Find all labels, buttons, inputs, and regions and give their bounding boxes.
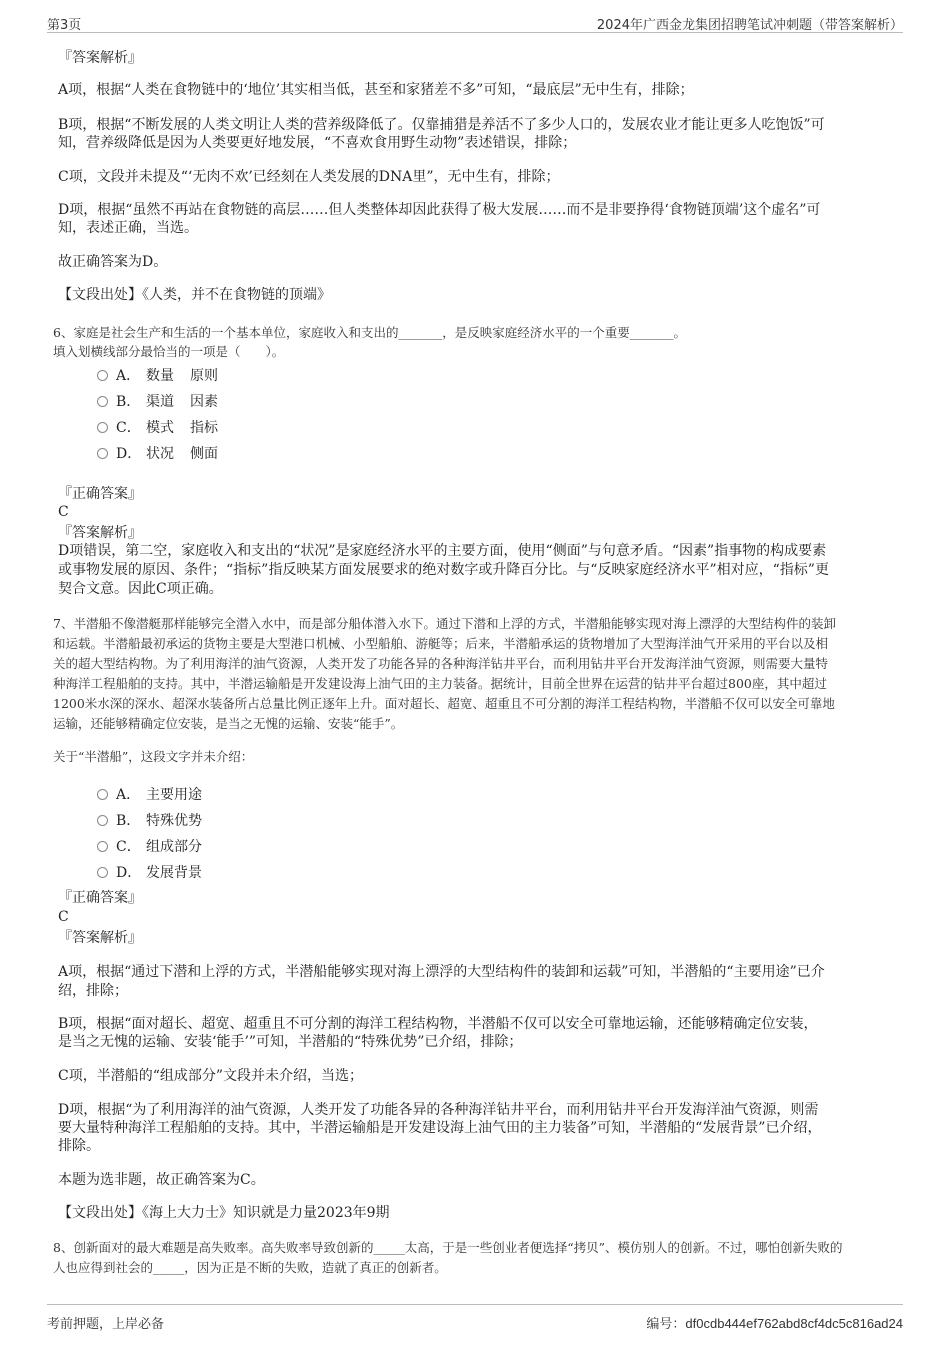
q7-analysis-b-line2: 是当之无愧的运输、安装‘能手’”可知，半潜船的“特殊优势”已介绍，排除； bbox=[58, 1034, 523, 1050]
q7-passage-line3: 关的超大型结构物。为了利用海洋的油气资源，人类开发了功能各异的各种海洋钻井平台，而利用钻井平台开发海洋油气资源，则需要大量特 bbox=[53, 656, 829, 671]
q6-stem-line2: 填入划横线部分最恰当的一项是（ ）。 bbox=[53, 344, 285, 359]
q7-passage-line1: 7、半潜船不像潜艇那样能够完全潜入水中，而是部分船体潜入水下。通过下潜和上浮的方式，半潜船能够实现对海上漂浮的大型结构件的装卸 bbox=[53, 616, 836, 631]
radio-button-icon[interactable] bbox=[97, 841, 108, 852]
q8-stem-line1: 8、创新面对的最大难题是高失败率。高失败率导致创新的_____太高，于是一些创业者便选择“拷贝”、模仿别人的创新。不过，哪怕创新失败的 bbox=[53, 1240, 843, 1255]
q5-analysis-d-line2: 知，表述正确，当选。 bbox=[58, 220, 198, 236]
q7-option-c[interactable]: C． 组成部分 bbox=[97, 836, 202, 856]
q7-answer-label: 『正确答案』 bbox=[58, 890, 142, 906]
q5-analysis-label: 『答案解析』 bbox=[58, 50, 142, 66]
q6-analysis-label: 『答案解析』 bbox=[58, 525, 142, 541]
q7-passage-line2: 和运载。半潜船最初承运的货物主要是大型港口机械、小型船舶、游艇等；后来，半潜船承运的货物增加了大型海洋油气开采用的平台以及相 bbox=[53, 636, 829, 651]
q5-source: 【文段出处】《人类，并不在食物链的顶端》 bbox=[58, 287, 331, 303]
q7-passage-line4: 种海洋工程船舶的支持。其中，半潜运输船是开发建设海上油气田的主力装备。据统计，目前全世界在运营的钻井平台超过800座，其中超过 bbox=[53, 676, 827, 691]
q7-option-a[interactable]: A． 主要用途 bbox=[97, 784, 202, 804]
q6-stem-line1: 6、家庭是社会生产和生活的一个基本单位，家庭收入和支出的_______，是反映家庭经济水平的一个重要_______。 bbox=[53, 325, 686, 340]
page-number: 第3页 bbox=[47, 18, 82, 33]
q7-passage-line5: 1200米水深的深水、超深水装备所占总量比例正逐年上升。面对超长、超宽、超重且不可分割的海洋工程结构物，半潜船不仅可以安全可靠地 bbox=[53, 696, 835, 711]
document-code: 编号：df0cdb444ef762abd8cf4dc5c816ad24 bbox=[646, 1316, 903, 1332]
q7-analysis-a-line2: 绍，排除； bbox=[58, 983, 128, 999]
q6-option-c[interactable]: C． 模式 指标 bbox=[97, 417, 218, 437]
q7-analysis-a-line1: A项，根据“通过下潜和上浮的方式，半潜船能够实现对海上漂浮的大型结构件的装卸和运载”可知，半潜船的“主要用途”已介 bbox=[58, 964, 825, 980]
radio-button-icon[interactable] bbox=[97, 370, 108, 381]
q7-conclusion: 本题为选非题，故正确答案为C。 bbox=[58, 1172, 265, 1188]
q7-analysis-d-line1: D项，根据“为了利用海洋的油气资源，人类开发了功能各异的各种海洋钻井平台，而利用钻井平台开发海洋油气资源，则需 bbox=[58, 1102, 819, 1118]
q5-conclusion: 故正确答案为D。 bbox=[58, 254, 168, 270]
q5-analysis-b-line1: B项，根据“不断发展的人类文明让人类的营养级降低了。仅靠捕猎是养活不了多少人口的，发展农业才能让更多人吃饱饭”可 bbox=[58, 117, 825, 133]
q7-analysis-b-line1: B项，根据“面对超长、超宽、超重且不可分割的海洋工程结构物，半潜船不仅可以安全可靠地运输，还能够精确定位安装， bbox=[58, 1016, 818, 1032]
q5-analysis-c: C项，文段并未提及“‘无肉不欢’已经刻在人类发展的DNA里”，无中生有，排除； bbox=[58, 169, 560, 185]
q7-source: 【文段出处】《海上大力士》知识就是力量2023年9期 bbox=[58, 1205, 390, 1221]
q7-question: 关于“半潜船”，这段文字并未介绍： bbox=[53, 749, 254, 764]
q7-option-b[interactable]: B． 特殊优势 bbox=[97, 810, 202, 830]
radio-button-icon[interactable] bbox=[97, 815, 108, 826]
q7-answer: C bbox=[58, 909, 69, 925]
radio-button-icon[interactable] bbox=[97, 422, 108, 433]
q7-passage-line6: 运输，还能够精确定位安装，是当之无愧的运输、安装“能手”。 bbox=[53, 716, 404, 731]
radio-button-icon[interactable] bbox=[97, 396, 108, 407]
page-footer bbox=[47, 1304, 903, 1332]
q6-analysis-line2: 或事物发展的原因、条件；“指标”指反映某方面发展要求的绝对数字或升降百分比。与“反映家庭经济水平”相对应，“指标”更 bbox=[58, 562, 829, 578]
radio-button-icon[interactable] bbox=[97, 867, 108, 878]
q6-analysis-line3: 契合文意。因此C项正确。 bbox=[58, 581, 223, 597]
q6-option-d[interactable]: D． 状况 侧面 bbox=[97, 443, 218, 463]
page-header bbox=[47, 12, 903, 33]
q7-analysis-d-line2: 要大量特种海洋工程船舶的支持。其中，半潜运输船是开发建设海上油气田的主力装备”可知，半潜船的“发展背景”已介绍， bbox=[58, 1120, 822, 1136]
q6-answer-label: 『正确答案』 bbox=[58, 486, 142, 502]
footer-slogan: 考前押题，上岸必备 bbox=[47, 1317, 165, 1332]
radio-button-icon[interactable] bbox=[97, 448, 108, 459]
q6-analysis-line1: D项错误，第二空，家庭收入和支出的“状况”是家庭经济水平的主要方面，使用“侧面”与句意矛盾。“因素”指事物的构成要素 bbox=[58, 543, 827, 559]
q5-analysis-d-line1: D项，根据“虽然不再站在食物链的高层……但人类整体却因此获得了极大发展……而不是非要挣得‘食物链顶端’这个虚名”可 bbox=[58, 202, 821, 218]
q7-analysis-c: C项，半潜船的“组成部分”文段并未介绍，当选； bbox=[58, 1068, 364, 1084]
q6-answer: C bbox=[58, 504, 69, 520]
q7-analysis-label: 『答案解析』 bbox=[58, 930, 142, 946]
q6-option-b[interactable]: B． 渠道 因素 bbox=[97, 391, 218, 411]
radio-button-icon[interactable] bbox=[97, 789, 108, 800]
q5-analysis-b-line2: 知，营养级降低是因为人类要更好地发展，“不喜欢食用野生动物”表述错误，排除； bbox=[58, 135, 577, 151]
q6-option-a[interactable]: A． 数量 原则 bbox=[97, 365, 218, 385]
q7-analysis-d-line3: 排除。 bbox=[58, 1138, 100, 1154]
q5-analysis-a: A项，根据“人类在食物链中的‘地位’其实相当低，甚至和家猪差不多”可知，“最底层”无中生有，排除； bbox=[58, 82, 694, 98]
document-title: 2024年广西金龙集团招聘笔试冲刺题（带答案解析） bbox=[596, 18, 903, 33]
q7-option-d[interactable]: D． 发展背景 bbox=[97, 862, 202, 882]
q8-stem-line2: 人也应得到社会的_____，因为正是不断的失败，造就了真正的创新者。 bbox=[53, 1260, 447, 1275]
